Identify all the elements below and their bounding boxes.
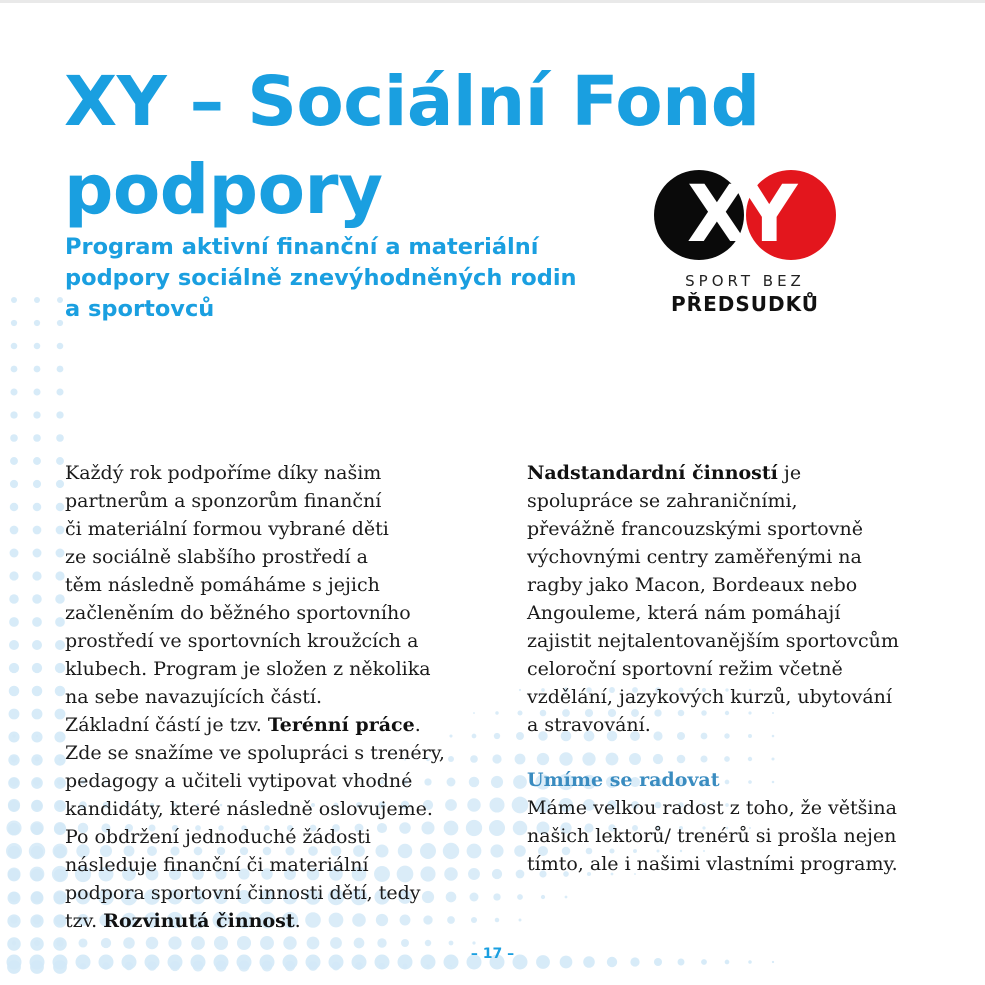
text-fragment: . bbox=[414, 714, 421, 736]
left-paragraph bbox=[65, 459, 495, 935]
background-dot bbox=[55, 617, 65, 627]
subtitle-line-2: podpory sociálně znevýhodněných rodin bbox=[65, 265, 577, 291]
background-dot bbox=[55, 571, 64, 580]
background-dot bbox=[10, 526, 19, 535]
text-line: podpora sportovní činnosti dětí, tedy bbox=[65, 882, 421, 904]
background-dot bbox=[421, 955, 436, 970]
background-dot bbox=[398, 955, 413, 970]
background-dot bbox=[56, 526, 65, 535]
background-dot bbox=[191, 955, 206, 970]
background-dot bbox=[514, 845, 526, 857]
background-dot bbox=[260, 955, 275, 970]
background-dot bbox=[11, 366, 18, 373]
background-dot bbox=[32, 594, 42, 604]
text-line: kandidáty, které následně oslovujeme. bbox=[65, 798, 433, 820]
background-dot bbox=[517, 894, 523, 900]
text-line: Každý rok podpoříme díky našim bbox=[65, 462, 382, 484]
background-dot bbox=[57, 320, 63, 326]
text-line: ragby jako Macon, Bordeaux nebo bbox=[527, 574, 858, 596]
background-dot bbox=[354, 938, 365, 949]
background-dot bbox=[56, 549, 65, 558]
background-dot bbox=[34, 320, 40, 326]
background-dot bbox=[607, 957, 617, 967]
logo-text-sport-bez: SPORT BEZ bbox=[685, 272, 805, 290]
text-line: Po obdržení jednoduché žádosti bbox=[65, 826, 371, 848]
text-line bbox=[527, 459, 947, 487]
background-dot bbox=[11, 343, 18, 350]
background-dot bbox=[9, 617, 19, 627]
logo-letter-y: Y bbox=[741, 170, 798, 260]
background-dot bbox=[513, 821, 527, 835]
background-dot bbox=[519, 689, 521, 691]
background-dot bbox=[519, 919, 522, 922]
text-line: tímto, ale i našimi vlastními programy. bbox=[527, 853, 898, 875]
background-dot bbox=[9, 686, 20, 697]
background-dot bbox=[32, 571, 41, 580]
background-dot bbox=[30, 867, 45, 882]
background-dot bbox=[283, 936, 296, 949]
xy-logo bbox=[650, 165, 840, 325]
background-dot bbox=[55, 709, 66, 720]
background-dot bbox=[31, 891, 43, 903]
page-number: – 17 – bbox=[470, 946, 515, 962]
background-dot bbox=[29, 843, 45, 859]
logo-letter-x: X bbox=[686, 170, 747, 260]
background-dot bbox=[33, 411, 40, 418]
background-dot bbox=[99, 955, 114, 970]
background-dot bbox=[701, 959, 707, 965]
background-dot bbox=[55, 663, 65, 673]
background-dot bbox=[57, 366, 64, 373]
background-dot bbox=[654, 958, 662, 966]
text-line: klubech. Program je složen z několika bbox=[65, 658, 431, 680]
text-line: partnerům a sponzorům finanční bbox=[65, 490, 382, 512]
text-line: pedagogy a učiteli vytipovat vhodné bbox=[65, 770, 413, 792]
background-dot bbox=[56, 411, 63, 418]
text-fragment: tzv. bbox=[65, 910, 104, 932]
title-line-1: XY – Sociální Fond bbox=[64, 62, 760, 142]
background-dot bbox=[55, 800, 64, 809]
background-dot bbox=[12, 734, 16, 738]
text-line: na sebe navazujících částí. bbox=[65, 686, 322, 708]
text-line: převážně francouzskými sportovně bbox=[527, 518, 863, 540]
background-dot bbox=[76, 955, 91, 970]
background-dot bbox=[11, 320, 17, 326]
background-dot bbox=[237, 936, 251, 950]
background-dot bbox=[7, 955, 22, 970]
text-line: spolupráce se zahraničními, bbox=[527, 490, 798, 512]
background-dot bbox=[330, 937, 342, 949]
background-dot bbox=[123, 937, 135, 949]
background-dot bbox=[146, 937, 158, 949]
background-dot bbox=[517, 710, 522, 715]
background-dot bbox=[56, 503, 64, 511]
background-dot bbox=[515, 754, 526, 765]
background-dot bbox=[9, 594, 19, 604]
background-dot bbox=[375, 955, 390, 970]
background-dot bbox=[329, 955, 344, 970]
text-line: Angouleme, která nám pomáhají bbox=[527, 602, 841, 624]
background-dot bbox=[9, 777, 18, 786]
background-dot bbox=[12, 941, 16, 945]
background-dot bbox=[191, 936, 205, 950]
text-fragment: . bbox=[294, 910, 301, 932]
page-subtitle bbox=[65, 232, 625, 325]
background-dot bbox=[56, 457, 64, 465]
background-dot bbox=[168, 955, 183, 970]
text-line bbox=[65, 711, 495, 739]
background-dot bbox=[516, 732, 524, 740]
background-dot bbox=[33, 480, 41, 488]
background-dot bbox=[449, 941, 454, 946]
text-fragment: Základní částí je tzv. bbox=[65, 714, 268, 736]
text-line: výchovnými centry zaměřenými na bbox=[527, 546, 862, 568]
background-dot bbox=[214, 955, 229, 970]
background-dot bbox=[33, 549, 42, 558]
title-line-2: podpory bbox=[64, 150, 383, 230]
background-dot bbox=[11, 756, 17, 762]
background-dot bbox=[9, 663, 19, 673]
background-dot bbox=[34, 940, 40, 946]
background-dot bbox=[57, 343, 64, 350]
background-dot bbox=[472, 941, 475, 944]
background-dot bbox=[33, 916, 42, 925]
background-dot bbox=[560, 956, 573, 969]
background-dot bbox=[352, 955, 367, 970]
background-dot bbox=[55, 915, 65, 925]
background-dot bbox=[283, 955, 298, 970]
subtitle-line-3: a sportovců bbox=[65, 296, 215, 322]
logo-text-predsudku: PŘEDSUDKŮ bbox=[671, 292, 819, 316]
background-dot bbox=[168, 936, 181, 949]
text-line: Máme velkou radost z toho, že většina bbox=[527, 797, 897, 819]
background-dot bbox=[678, 959, 685, 966]
background-dot bbox=[78, 938, 87, 947]
background-dot bbox=[10, 916, 17, 923]
text-fragment: je bbox=[777, 462, 802, 484]
text-line: vzdělání, jazykových kurzů, ubytování bbox=[527, 686, 892, 708]
background-dot bbox=[401, 939, 409, 947]
background-dot bbox=[260, 936, 274, 950]
text-line: a stravování. bbox=[527, 714, 651, 736]
background-dot bbox=[214, 936, 228, 950]
background-dot bbox=[10, 388, 17, 395]
background-dot bbox=[32, 686, 43, 697]
background-dot bbox=[56, 388, 63, 395]
background-dot bbox=[33, 526, 42, 535]
background-dot bbox=[33, 503, 41, 511]
background-dot bbox=[10, 434, 18, 442]
background-dot bbox=[33, 778, 41, 786]
background-dot bbox=[33, 434, 41, 442]
section-heading: Umíme se radovat bbox=[527, 769, 720, 791]
background-dot bbox=[9, 571, 18, 580]
bold-term-nadstandardni-cinnosti: Nadstandardní činností bbox=[527, 462, 778, 484]
text-line: či materiální formou vybrané děti bbox=[65, 518, 389, 540]
background-dot bbox=[11, 297, 17, 303]
background-dot bbox=[56, 939, 64, 947]
text-line: Zde se snažíme ve spolupráci s trenéry, bbox=[65, 742, 445, 764]
background-dot bbox=[32, 709, 43, 720]
background-dot bbox=[35, 757, 40, 762]
background-dot bbox=[57, 297, 63, 303]
right-paragraph bbox=[527, 459, 947, 739]
background-dot bbox=[32, 800, 43, 811]
background-dot bbox=[10, 549, 19, 558]
background-dot bbox=[56, 434, 64, 442]
left-column bbox=[65, 459, 495, 935]
background-dot bbox=[516, 870, 525, 879]
text-line: celoroční sportovní režim včetně bbox=[527, 658, 843, 680]
background-dot bbox=[53, 955, 68, 970]
background-dot bbox=[55, 686, 66, 697]
background-dot bbox=[541, 895, 545, 899]
background-dot bbox=[145, 955, 160, 970]
background-dot bbox=[565, 896, 568, 899]
background-dot bbox=[34, 343, 41, 350]
text-line: těm následně pomáháme s jejich bbox=[65, 574, 380, 596]
background-dot bbox=[55, 640, 65, 650]
text-line: následuje finanční či materiální bbox=[65, 854, 369, 876]
background-dot bbox=[32, 617, 42, 627]
background-dot bbox=[30, 955, 45, 970]
background-dot bbox=[122, 955, 137, 970]
right-section-umime bbox=[527, 766, 947, 878]
background-dot bbox=[583, 956, 595, 968]
subtitle-line-1: Program aktivní finanční a materiální bbox=[65, 234, 539, 260]
background-dot bbox=[30, 821, 44, 835]
background-dot bbox=[495, 918, 499, 922]
background-dot bbox=[58, 757, 61, 760]
background-dot bbox=[6, 820, 21, 835]
background-dot bbox=[9, 709, 20, 720]
background-dot bbox=[32, 640, 42, 650]
xy-logo-mark bbox=[650, 165, 840, 270]
background-dot bbox=[10, 480, 18, 488]
text-line: začleněním do běžného sportovního bbox=[65, 602, 411, 624]
background-dot bbox=[513, 775, 527, 789]
text-line bbox=[65, 907, 495, 935]
background-dot bbox=[8, 799, 20, 811]
background-dot bbox=[10, 503, 18, 511]
background-dot bbox=[630, 957, 639, 966]
bold-term-rozvinuta-cinnost: Rozvinutá činnost bbox=[103, 910, 295, 932]
background-dot bbox=[101, 938, 111, 948]
background-dot bbox=[9, 892, 19, 902]
text-line: prostředí ve sportovních kroužcích a bbox=[65, 630, 419, 652]
bold-term-terenni-prace: Terénní práce bbox=[267, 714, 415, 736]
right-column bbox=[527, 459, 947, 878]
background-dot bbox=[512, 797, 529, 814]
background-dot bbox=[34, 366, 41, 373]
background-dot bbox=[57, 779, 63, 785]
background-dot bbox=[377, 938, 386, 947]
background-dot bbox=[36, 735, 38, 737]
background-dot bbox=[31, 731, 42, 742]
background-dot bbox=[10, 457, 18, 465]
background-dot bbox=[56, 480, 64, 488]
background-dot bbox=[772, 961, 774, 963]
background-dot bbox=[307, 937, 320, 950]
background-dot bbox=[425, 940, 431, 946]
background-dot bbox=[32, 663, 42, 673]
background-dot bbox=[54, 731, 65, 742]
background-dot bbox=[7, 867, 20, 880]
background-dot bbox=[725, 960, 730, 965]
background-dot bbox=[10, 411, 17, 418]
background-dot bbox=[55, 594, 65, 604]
background-dot bbox=[33, 388, 40, 395]
background-dot bbox=[495, 711, 498, 714]
text-line: zajistit nejtalentovanějším sportovcům bbox=[527, 630, 899, 652]
background-dot bbox=[237, 955, 252, 970]
background-dot bbox=[9, 640, 19, 650]
text-line: našich lektorů/ trenérů si prošla nejen bbox=[527, 825, 897, 847]
background-dot bbox=[306, 955, 321, 970]
background-dot bbox=[34, 297, 40, 303]
background-dot bbox=[33, 457, 41, 465]
background-dot bbox=[748, 960, 752, 964]
background-dot bbox=[6, 843, 22, 859]
text-line: ze sociálně slabšího prostředí a bbox=[65, 546, 368, 568]
